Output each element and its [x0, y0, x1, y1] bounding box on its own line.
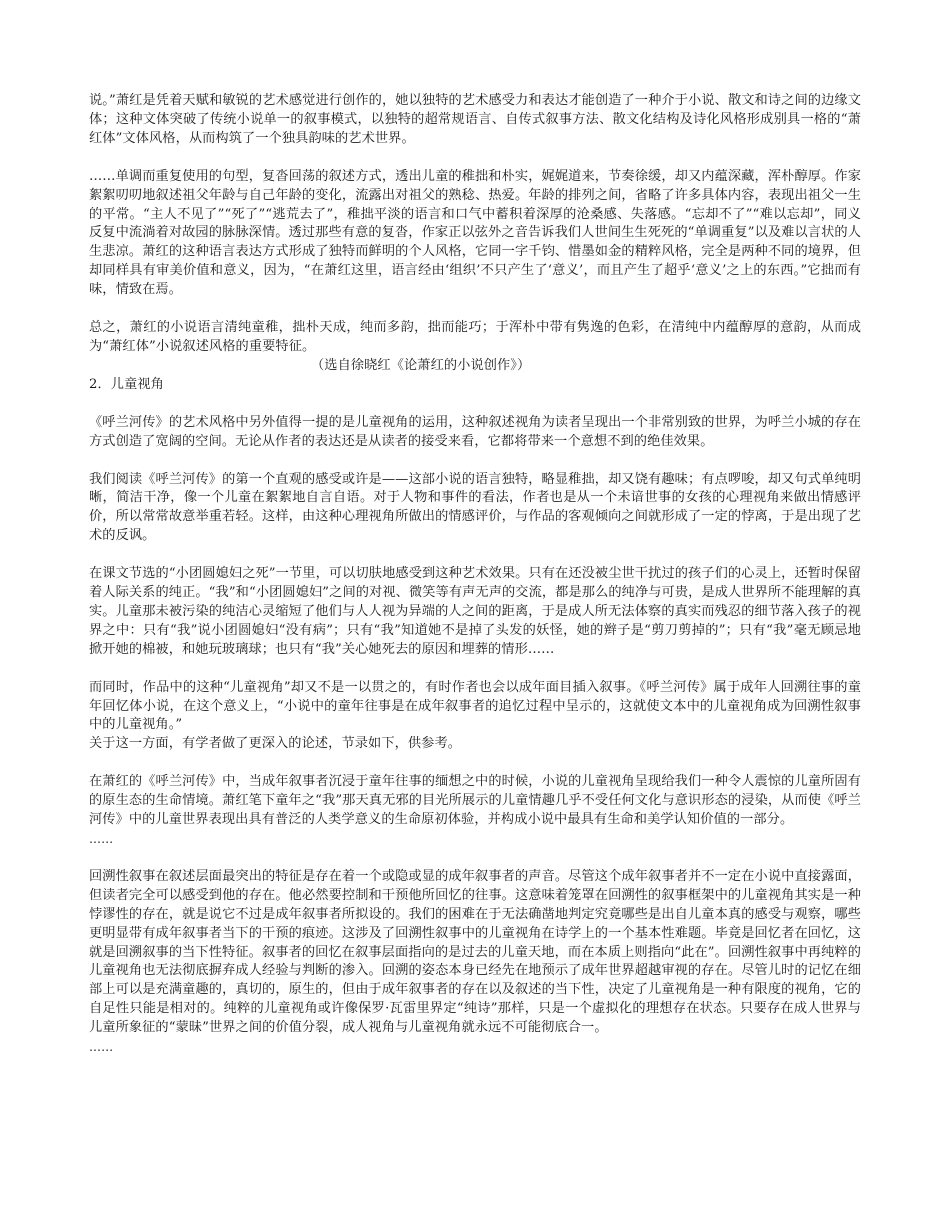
paragraph-retrospective-narrative: 回溯性叙事在叙述层面最突出的特征是存在着一个或隐或显的成年叙事者的声音。尽管这个成年叙事者并不一定在小说中直接露面，但读者完全可以感受到他的存在。他必然要控制和干预他所回忆的往事。这意味着笼罩在回溯性的叙事框架中的儿童视角其实是一种悖谬性的存在，就是说它不过是成年叙事者所拟设的。我们的困难在于无法确凿地判定究竟哪些是出自儿童本真的感受与观察，哪些更明显带有成年叙事者当下的干预的痕迹。这涉及了回溯性叙事中的儿童视角在诗学上的一个基本性难题。毕竟是回忆者在回忆，这就是回溯叙事的当下性特征。叙事者的回忆在叙事层面指向的是过去的儿童天地，而在本质上则指向“此在”。回溯性叙事中再纯粹的儿童视角也无法彻底摒弃成人经验与判断的渗入。回溯的姿态本身已经先在地预示了成年世界超越审视的存在。尽管儿时的记忆在细部上可以是充满童趣的，真切的，原生的，但由于成年叙事者的存在以及叙述的当下性，决定了儿童视角是一种有限度的视角，它的自足性只能是相对的。纯粹的儿童视角或许像保罗·瓦雷里界定“纯诗”那样，只是一个虚拟化的理想存在状态。只要存在成人世界与儿童所象征的“蒙昧”世界之间的价值分裂，成人视角与儿童视角就永远不可能彻底合一。	[89, 868, 861, 1036]
paragraph-child-perspective-intro: 《呼兰河传》的艺术风格中另外值得一提的是儿童视角的运用，这种叙述视角为读者呈现出一个非常别致的世界，为呼兰小城的存在方式创造了宽阔的空间。无论从作者的表达还是从读者的接受来看，它都将带来一个意想不到的绝佳效果。	[89, 414, 861, 449]
document-page	[89, 92, 861, 1057]
paragraph-gap	[89, 546, 861, 565]
paragraph-scholar-note: 关于这一方面，有学者做了更深入的论述，节录如下，供参考。	[89, 736, 462, 752]
ellipsis-mark: ……	[89, 832, 114, 846]
paragraph-first-impression: 我们阅读《呼兰河传》的第一个直观的感受或许是——这部小说的语言独特，略显稚拙，却又饶有趣味；有点啰唆，却又句式单纯明晰，简洁干净，像一个儿童在絮絮地自言自语。对于人物和事件的看法，作者也是从一个未谙世事的女孩的心理视角来做出情感评价，所以常常故意举重若轻。这样，由这种心理视角所做出的情感评价，与作品的客观倾向之间就形成了一定的悖离，于是出现了艺术的反讽。	[89, 471, 861, 544]
paragraph-adult-narration: 而同时，作品中的这种“儿童视角”却又不是一以贯之的，有时作者也会以成年面目插入叙事。《呼兰河传》属于成年人回溯往事的童年回忆体小说，在这个意义上，“小说中的童年往事是在成年叙事者的追忆过程中呈示的，这就使文本中的儿童视角成为回溯性叙事中的儿童视角。”	[89, 679, 861, 733]
source-citation: （选自徐晓红《论萧红的小说创作》）	[311, 357, 531, 373]
paragraph-tuanyuan-xifu: 在课文节选的“小团圆媳妇之死”一节里，可以切肤地感受到这种艺术效果。只有在还没被尘世干扰过的孩子们的心灵上，还暂时保留着人际关系的纯正。“我”和“小团圆媳妇”之间的对视、微笑等有声无声的交流，都是那么的纯净与可贵，是成人世界所不能理解的真实。儿童那未被污染的纯洁心灵缩短了他们与人人视为异端的人之间的距离，于是成人所无法体察的真实而残忍的细节落入孩子的视界之中：只有“我”说小团圆媳妇“没有病”；只有“我”知道她不是掉了头发的妖怪，她的辫子是“剪刀剪掉的”；只有“我”毫无顾忌地掀开她的棉被，和她玩玻璃球；也只有“我”关心她死去的原因和埋葬的情形……	[89, 566, 861, 657]
paragraph-gap	[89, 395, 861, 414]
paragraph-xiaohong-style: 说。”萧红是凭着天赋和敏锐的艺术感觉进行创作的，她以独特的艺术感受力和表达才能创造了一种介于小说、散文和诗之间的边缘文体；这种文体突破了传统小说单一的叙事模式，以独特的超常规语言、自传式叙事方法、散文化结构及诗化风格形成别具一格的“萧红体”文体风格，从而构筑了一个独具韵味的艺术世界。	[89, 93, 861, 146]
paragraph-excerpt-child-world: 在萧红的《呼兰河传》中，当成年叙事者沉浸于童年往事的缅想之中的时候，小说的儿童视角呈现给我们一种令人震惊的儿童所固有的原生态的生命情境。萧红笔下童年之“我”那天真无邪的目光所展示的儿童情趣几乎不受任何文化与意识形态的浸染，从而使《呼兰河传》中的儿童世界表现出具有普泛的人类学意义的生命原初体验，并构成小说中最具有生命和美学认知价值的一部分。	[89, 774, 861, 828]
paragraph-repetition-style: ……单调而重复使用的句型，复沓回荡的叙述方式，透出儿童的稚拙和朴实，娓娓道来，节奏徐缓，却又内蕴深藏，浑朴醇厚。作家絮絮叨叨地叙述祖父年龄与自己年龄的变化，流露出对祖父的熟稔、热爱。年龄的排列之间，省略了许多具体内容，表现出祖父一生的平常。“主人不见了”“死了”“逃荒去了”，稚拙平淡的语言和口气中蓄积着深厚的沧桑感、失落感。“忘却不了”“难以忘却”，同义反复中流淌着对故园的脉脉深情。透过那些有意的复沓，作家正以弦外之音告诉我们人世间生生死死的“单调重复”以及难以言状的人生悲凉。萧红的这种语言表达方式形成了独特而鲜明的个人风格，它同一字千钧、惜墨如金的精粹风格，完全是两种不同的境界，但却同样具有审美价值和意义，因为，“在萧红这里，语言经由‘组织’不只产生了‘意义’，而且产生了超乎‘意义’之上的东西。”它拙而有味，情致在焉。	[89, 168, 861, 298]
paragraph-gap	[89, 452, 861, 471]
paragraph-gap	[89, 300, 861, 319]
paragraph-gap	[89, 849, 861, 868]
paragraph-summary: 总之，萧红的小说语言清纯童稚，拙朴天成，纯而多韵，拙而能巧；于浑朴中带有隽逸的色彩，在清纯中内蕴醇厚的意韵，从而成为“萧红体”小说叙述风格的重要特征。	[89, 320, 861, 354]
paragraph-gap	[89, 149, 861, 168]
ellipsis-mark: ……	[89, 1040, 114, 1055]
section-heading-child-perspective: 2．儿童视角	[89, 376, 164, 392]
paragraph-gap	[89, 754, 861, 773]
paragraph-gap	[89, 660, 861, 679]
